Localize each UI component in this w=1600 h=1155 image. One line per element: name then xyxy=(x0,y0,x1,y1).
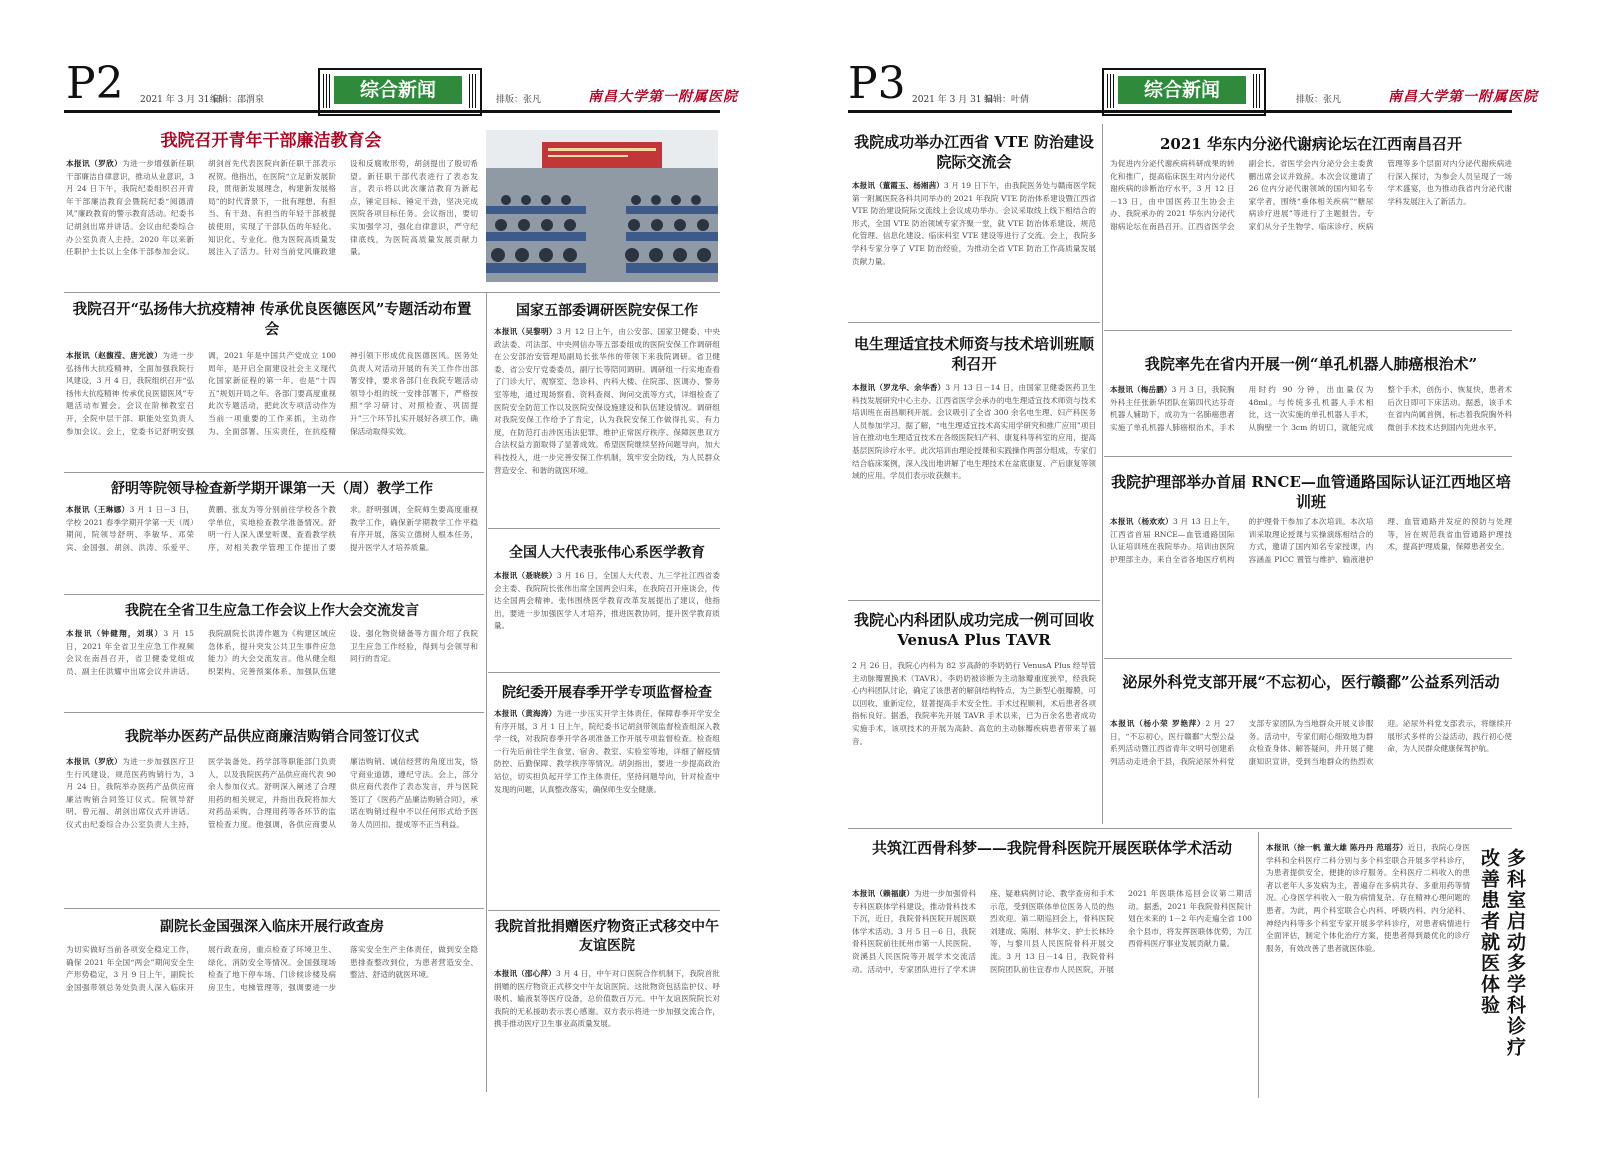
article-text: 2 月 27 日，“不忘初心，医行赣鄱”大型公益系列活动暨江西省青年文明号创建系列活动走进余干县，我院泌尿外科党支部专家团队为当地群众开展义诊服务。活动中，专家们耐心细致地为群众检查身体、解答疑问，并开展了健康知识宣讲，受到当地群众的热烈欢迎。泌尿外科党支部表示，将继续开展形式多样的公益活动，践行初心使命，为人民群众健康保驾护航。 xyxy=(1110,719,1512,766)
article-a4-body xyxy=(66,504,478,592)
byline: 本报讯（黄海涛） xyxy=(494,709,557,718)
page-number: P3 xyxy=(848,58,906,109)
article-a3-body xyxy=(494,326,720,524)
divider xyxy=(64,472,484,473)
typesetting-credit: 排版：张凡 xyxy=(496,95,542,105)
byline: 本报讯（钟健翔，刘琪） xyxy=(66,629,164,638)
article-a7-body xyxy=(494,708,720,908)
article-text: 3 月 16 日，全国人大代表、九三学社江西省委会主委、我院院长张伟出席全国两会归来，在我院召开座谈会，传达全国两会精神。张伟围绕医学教育改革发展提出了建议，他指出，要进一步加强医学人才培养，推进医教协同，提升医学教育质量。 xyxy=(494,571,720,631)
headline-a6: 我院举办医药产品供应商廉洁购销合同签订仪式 xyxy=(125,729,419,745)
editor-credit: 编辑：邵渭泉 xyxy=(210,95,265,105)
headline-b3: 电生理适宜技术师资与技术培训班顺利召开 xyxy=(853,335,1094,374)
byline: 本报讯（罗龙华、余华香） xyxy=(852,383,946,392)
hospital-masthead: 南昌大学第一附属医院 xyxy=(588,89,738,105)
headline-b6: 我院心内科团队成功完成一例可回收 VenusA Plus TAVR xyxy=(853,611,1094,650)
article-b9-body xyxy=(1266,842,1470,1098)
byline: 本报讯（罗欣） xyxy=(66,757,123,766)
header-rule xyxy=(848,110,1512,113)
article-text: 3 月 13 日上午，江西省首届 RNCE—血管通路国际认证培训班在我院举办。培训由医院护理部主办，来自全省各地医疗机构的护理骨干参加了本次培训。本次培训采取理论授课与实操演练相结合的方式，邀请了国内知名专家授课，内容涵盖 PICC 置管与维护、输液港护理、血管通路并发症的预防与处理等，旨在规范我省血管通路护理技术，提高护理质量，保障患者安全。 xyxy=(1110,517,1512,564)
headline-b9: 多科室启动多学科诊疗改善患者就医体验 xyxy=(1478,848,1526,1058)
headline-a3: 国家五部委调研医院安保工作 xyxy=(516,303,698,319)
divider xyxy=(488,528,720,529)
byline: 本报讯（梅岳鹏） xyxy=(1110,385,1172,394)
headline-b4: 我院率先在省内开展一例“单孔机器人肺癌根治术” xyxy=(1144,355,1478,373)
article-text: 为进一步弘扬伟大抗疫精神，全面加强我院行风建设，3 月 4 日，我院组织召开“弘扬伟大抗疫精神 传承优良医德医风”专题活动布置会。会议在阶梯教室召开，全院中层干部、职能处室负责人参加会议。会上，党委书记舒明安强调，2021 年是中国共产党成立 100 周年，是开启全面建设社会主义现代化国家新征程的第一年。也是“十四五”规划开局之年。各部门要高度重视此次专题活动，把此次专项活动作为当前一项重要的工作来抓，主动作为、全面部署、压实责任，在抗疫精神引领下形成优良医德医风。医务处负责人对活动开展的有关工作作出部署安排，要求各部门在我院专题活动领导小组的统一安排部署下，严格按照“学习研讨、对照检查、巩固提升”三个环节扎实开展好各项工作，确保活动取得实效。 xyxy=(66,351,478,436)
article-a8-body xyxy=(494,570,720,670)
article-text: 3 月 4 日，中午对口医院合作机制下，我院首批捐赠的医疗物资正式移交中午友谊医院。这批物资包括监护仪、呼吸机、输液泵等医疗设备，总价值数百万元。中午友谊医院院长对我院的无私援助表示衷心感谢。双方表示将进一步加强交流合作，携手推动医疗卫生事业高质量发展。 xyxy=(494,969,720,1029)
article-text: 2 月 26 日，我院心内科为 82 岁高龄的李奶奶行 VenusA Plus 经导管主动脉瓣置换术（TAVR）。李奶奶被诊断为主动脉瓣重度狭窄，经我院心内科团队讨论，确定了该患者的解剖结构特点，为兰新型心脏瓣膜，可以回收、重新定位，显著提高手术安全性。手术过程顺利，术后患者各项指标良好。据悉，我院率先开展 TAVR 手术以来，已为百余名患者成功实施手术，该项技术的开展为高龄、高危的主动脉瓣疾病患者带来了福音。 xyxy=(852,661,1096,746)
article-b3-body xyxy=(852,382,1096,596)
article-text: 3 月 1 日－3 日，学校 2021 春季学期开学第一天（周）期间，院领导舒明、李敏华、邓荣宾、金国强、胡剑、洪涛、乐爱平、黄鹏、张友为等分别前往学校各个教学单位，实地检查教学准备情况。舒明一行人深入课堂听课、查看教学秩序，对相关教学管理工作提出了要求。舒明强调，全院师生要高度重视教学工作，确保新学期教学工作平稳有序开展，落实立德树人根本任务，提升医学人才培养质量。 xyxy=(66,505,478,552)
headline-a4: 舒明等院领导检查新学期开课第一天（周）教学工作 xyxy=(111,481,433,497)
divider xyxy=(1104,456,1512,457)
article-b7-body xyxy=(1110,718,1512,824)
article-text: 3 月 19 日下午，由我院医务处与赣南医学院第一附属医院各科共同举办的 2021 年我院 VTE 防治体系建设暨江西省 VTE 防治建设院际交流线上会议成功举办。会议采取线上线下相结合的形式，全国 VTE 防治领域专家齐聚一堂，就 VTE 防治体系建设、规范化管理、信息化建设、临床科室 VTE 建设等进行了交流。会上，我院多学科专家分享了 VTE 防治经验，为推动全省 VTE 防治工作高质量发展贡献力量。 xyxy=(852,181,1096,266)
banner-decoration xyxy=(1107,74,1115,108)
article-b2-body xyxy=(1110,158,1512,324)
headline-b8: 共筑江西骨科梦——我院骨科医院开展医联体学术活动 xyxy=(871,839,1232,857)
divider xyxy=(488,910,720,911)
divider xyxy=(64,712,484,713)
banner-decoration xyxy=(469,74,477,108)
headline-a2: 我院召开“弘扬伟大抗疫精神 传承优良医德医风”专题活动布置会 xyxy=(72,301,472,338)
article-text: 为切实做好当前各项安全稳定工作，确保 2021 年全国“两会”期间安全生产形势稳定，3 月 9 日上午，副院长金国强带领总务处负责人深入临床开展行政查房，重点检查了环境卫生、绿化、消防安全等情况。金国强现场检查了地下停车场、门诊候诊楼及病房卫生、电梯管理等，强调要进一步落实安全生产主体责任，做到安全隐患排查整改到位，为患者营造安全、整洁、舒适的就医环境。 xyxy=(66,945,478,992)
divider xyxy=(1104,658,1512,659)
article-text: 3 月 13 日－14 日，由国家卫健委医药卫生科技发展研究中心主办、江西省医学会承办的电生理适宜技术师资与技术培训班在南昌顺利开展。会议吸引了全省 300 余名电生理、妇产科医务人员参加学习。据了解，“电生理适宜技术高实用学研究和推广应用”项目旨在推动电生理适宜技术在各级医院妇产科、康复科等科室的应用，提高基层医院诊疗水平。此次培训由理论授课和实践操作两部分组成，专家们结合临床案例，深入浅出地讲解了电生理技术在盆底康复、产后康复等领域的应用。学员们表示收获颇丰。 xyxy=(852,383,1096,481)
byline: 本报讯（吴黎明） xyxy=(494,327,557,336)
section-banner xyxy=(318,68,482,116)
article-b1-body xyxy=(852,180,1096,310)
section-title: 综合新闻 xyxy=(1118,76,1246,104)
column-divider xyxy=(486,292,487,1092)
banner-decoration xyxy=(1253,74,1261,108)
page-number: P2 xyxy=(66,58,124,109)
divider xyxy=(1104,330,1512,331)
article-text: 为进一步加强骨科专科医联体学科建设，推动骨科技术下沉，近日，我院骨科医院开展医联体学术活动。3 月 5 日－6 日，我院骨科医院前往抚州市第一人民医院、资溪县人民医院等开展学术交流活动。活动中，专家团队进行了学术讲座、疑难病例讨论、教学查房和手术示范，受到医联体单位医务人员的热烈欢迎。第二期巡回会上，骨科医院刘建成、陈刚、林华文、护士长林玲等，与黎川县人民医院骨科开展交流。3 月 13 日－14 日，我院骨科医院团队前往宜春市人民医院，开展 2021 年医联体巡回会议第二期活动。据悉，2021 年我院骨科医院计划在未来的 1－2 年内走遍全省 100 余个县市，将发挥医联体优势，为江西骨科医疗事业发展贡献力量。 xyxy=(852,889,1252,974)
divider xyxy=(64,594,484,595)
issue-date: 2021 年 3 月 31 日 xyxy=(140,95,222,105)
article-b8-body xyxy=(852,888,1252,1098)
article-a9-body xyxy=(66,944,478,1092)
byline: 本报讯（邵心萍） xyxy=(494,969,556,978)
typesetting-credit: 排版：张凡 xyxy=(1296,95,1342,105)
editor-credit: 编辑：叶倩 xyxy=(984,95,1030,105)
article-a6-body xyxy=(66,756,478,906)
article-b5-body xyxy=(1110,516,1512,644)
divider xyxy=(64,908,484,909)
column-divider xyxy=(1258,832,1259,1098)
hospital-masthead: 南昌大学第一附属医院 xyxy=(1388,89,1538,105)
article-b4-body xyxy=(1110,384,1512,456)
headline-b1: 我院成功举办江西省 VTE 防治建设院际交流会 xyxy=(854,133,1094,172)
headline-b5: 我院护理部举办首届 RNCE—血管通路国际认证江西地区培训班 xyxy=(1111,473,1511,512)
article-text: 为进一步压实开学主体责任，保障春季开学安全有序开展，3 月 1 日上午，院纪委书记胡剑带领监督检查组深入教学一线，对我院春季开学各项准备工作开展专项监督检查。检查组一行先后前往学生食堂、宿舍、教室、实验室等地，详细了解疫情防控、后勤保障、教学秩序等情况。胡剑指出，要进一步提高政治站位，切实担负起开学工作主体责任，坚持问题导向，针对检查中发现的问题，认真整改落实，确保师生安全健康。 xyxy=(494,709,720,794)
article-text: 为进一步加强医疗卫生行风建设，规范医药购销行为，3 月 24 日，我院举办医药产品供应商廉洁购销合同签订仪式。院领导舒明、曾元福、胡剑出席仪式并讲话。仪式由纪委综合办公室负责人主持，医学装备处、药学部等职能部门负责人，以及我院医药产品供应商代表 90 余人参加仪式。舒明深入阐述了合理用药的相关规定，并指出我院将加大对药品采购、合理用药等各环节的监管检查力度。他强调，各供应商要从廉洁购销、诚信经营的角度出发，恪守商业道德，遵纪守法。会上，部分供应商代表作了表态发言，并与医院签订了《医药产品廉洁购销合同》，承诺在购销过程中不以任何形式给予医务人员回扣、提成等不正当利益。 xyxy=(66,757,478,829)
article-b6-body xyxy=(852,660,1096,796)
page-p3 xyxy=(800,0,1600,1155)
byline: 本报讯（王琳娜） xyxy=(66,505,130,514)
article-a10-body xyxy=(494,968,720,1092)
headline-a1: 我院召开青年干部廉洁教育会 xyxy=(160,131,382,151)
section-banner xyxy=(1102,68,1266,116)
byline: 本报讯（徐一帆 董大雄 陈丹丹 范瑶芬） xyxy=(1266,843,1408,852)
column-divider xyxy=(1102,124,1103,824)
headline-b2: 2021 华东内分泌代谢病论坛在江西南昌召开 xyxy=(1160,135,1462,153)
byline: 本报讯（聂晓轶） xyxy=(494,571,557,580)
article-text: 近日，我院心身医学科和全科医疗二科分别与多个科室联合开展多学科诊疗，为患者提供安全、便捷的诊疗服务。全科医疗二科收入的患者以老年人多发病为主，普遍存在多病共存、多重用药等情况。心身医学科收入一般为病情复杂、存在精神心理问题的患者。为此，两个科室联合心内科、呼吸内科、内分泌科、神经内科等多个科室专家开展多学科诊疗，对患者病情进行全面评估，制定个体化治疗方案，使患者得到最优化的诊疗服务，有效改善了患者就医体验。 xyxy=(1266,843,1470,953)
section-title: 综合新闻 xyxy=(334,76,462,104)
divider xyxy=(848,322,1100,323)
article-text: 3 月 12 日上午，由公安部、国家卫健委、中央政法委、司法部、中央网信办等五部委组成的医院安保工作调研组在公安部治安管理局副局长张华伟的带领下来我院调研。省卫健委、省公安厅党委委员、副厅长等陪同调研。调研组一行实地查看了门诊大厅、观察室、急诊科、内科大楼、住院部、医调办、警务室等地，通过现场察看、资料查阅、询问交流等方式，详细检查了医院安全防范工作以及医院安保设施建设和队伍建设情况。调研组对我院安保工作给予了肯定，认为我院安保工作做得扎实、有力度，在防范打击涉医违法犯罪、维护正常医疗秩序、保障医患双方合法权益方面取得了显著成效。希望医院继续坚持问题导向，加大科技投入，进一步完善安保工作机制，筑牢安全防线，为人民群众营造安全、和谐的就医环境。 xyxy=(494,327,720,475)
meeting-photo xyxy=(486,130,718,282)
article-a5-body xyxy=(66,628,478,716)
header-rule xyxy=(64,110,720,113)
headline-a9: 副院长金国强深入临床开展行政查房 xyxy=(160,919,384,935)
divider xyxy=(848,828,1512,829)
issue-date: 2021 年 3 月 31 日 xyxy=(912,95,994,105)
article-a2-body xyxy=(66,350,478,468)
article-text: 为进一步增强新任职干部廉洁自律意识，推动从业意识，3 月 24 日下午，我院纪委组织召开青年干部廉洁教育会暨院纪委“阅德清风”廉政教育的警示教育活动。纪委书记胡剑出席并讲话。会议由纪委综合办公室负责人主持。2020 年以来新任职护士长以上全体干部参加会议。胡剑首先代表医院向新任职干部表示祝贺。他指出，在医院“立足新发展阶段，贯彻新发展理念，构建新发展格局”的时代背景下，一批有理想、有担当、有干劲、有担当的年轻干部被提拔使用，实现了干部队伍的年轻化、知识化、专业化。他为医院高质量发展注入了活力。针对当前党风廉政建设和反腐败形势，胡剑提出了殷切希望。新任职干部代表进行了表态发言，表示将以此次廉洁教育为新起点，锤定目标、锤定干劲，坚决完成医院各项目标任务。会议指出，要切实加强学习，强化自律意识，严守纪律底线，为医院高质量发展贡献力量。 xyxy=(66,159,478,257)
byline: 本报讯（董霞玉、杨湘茜） xyxy=(852,181,944,190)
byline: 本报讯（杨欢欢） xyxy=(1110,517,1173,526)
byline: 本报讯（杨小荣 罗艳萍） xyxy=(1110,719,1206,728)
headline-a7: 院纪委开展春季开学专项监督检查 xyxy=(502,685,712,701)
byline: 本报讯（赵馥滢、唐光波） xyxy=(66,351,163,360)
headline-b7: 泌尿外科党支部开展“不忘初心，医行赣鄱”公益系列活动 xyxy=(1122,673,1500,691)
article-text: 为促进内分泌代谢疾病科研成果的转化和推广，提高临床医生对内分泌代谢疾病的诊断治疗水平，3 月 12 日－13 日，由中国医药卫生协会主办、我院承办的 2021 华东内分泌代谢病论坛在南昌召开。江西省医学会副会长、省医学会内分泌分会主委黄鹏出席会议并致辞。本次会议邀请了 26 位内分泌代谢领域的国内知名专家学者，围绕“垂体相关疾病”“糖尿病诊疗进展”等进行了主题报告。专家们从分子生物学、临床诊疗、疾病管理等多个层面对内分泌代谢疾病进行深入探讨，为参会人员呈现了一场学术盛宴，也为推动我省内分泌代谢学科发展注入了新活力。 xyxy=(1110,159,1512,231)
headline-a8: 全国人大代表张伟心系医学教育 xyxy=(509,545,705,561)
banner-decoration xyxy=(323,74,331,108)
divider xyxy=(488,672,720,673)
byline: 本报讯（赖福康） xyxy=(852,889,915,898)
headline-a5: 我院在全省卫生应急工作会议上作大会交流发言 xyxy=(125,603,419,619)
divider xyxy=(848,600,1100,601)
divider xyxy=(64,292,720,293)
article-text: 3 月 3 日，我院胸外科主任张新华团队在第四代达芬奇机器人辅助下，成功为一名肺癌患者实施了单孔机器人肺癌根治术，手术用时约 90 分钟，出血量仅为 48ml。与传统多孔机器人手术相比，这一次实施的单孔机器人手术，从胸壁一个 3cm 的切口，就能完成整个手术，创伤小、恢复快，患者术后次日即可下床活动。据悉，该手术在省内尚属首例，标志着我院胸外科微创手术技术达到国内先进水平。 xyxy=(1110,385,1512,432)
article-a1-body xyxy=(66,158,478,292)
byline: 本报讯（罗欣） xyxy=(66,159,123,168)
article-text: 3 月 15 日，2021 年全省卫生应急工作视频会议在南昌召开，省卫健委党组成员、副主任洪耀中出席会议并讲话。我院副院长洪涛作题为《构建区域应急体系，提升突发公共卫生事件应急能力》的大会交流发言。他从健全组织架构、完善预案体系、加强队伍建设、强化物资储备等方面介绍了我院卫生应急工作经验，得到与会领导和同行的肯定。 xyxy=(66,629,478,676)
headline-a10: 我院首批捐赠医疗物资正式移交中午友谊医院 xyxy=(495,919,719,954)
